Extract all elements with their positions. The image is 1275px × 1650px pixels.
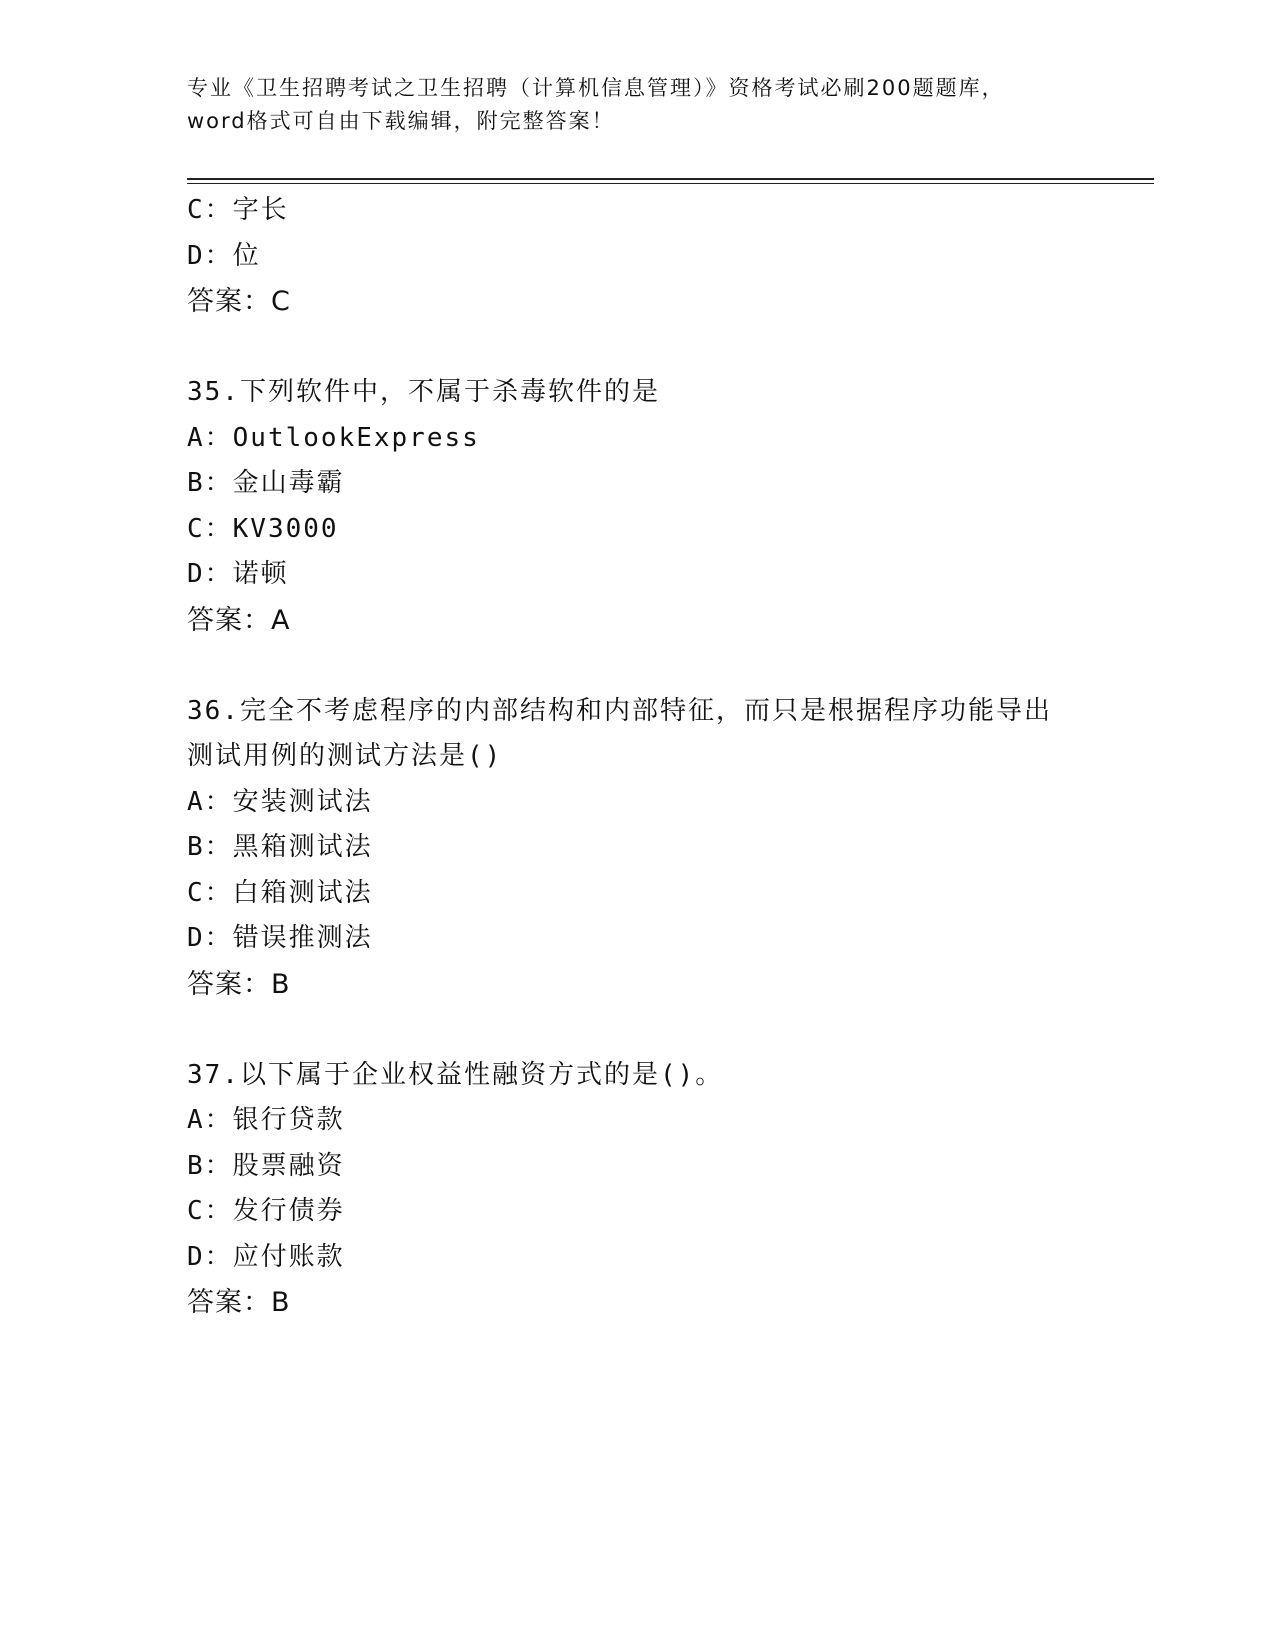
option-d: D：诺顿 — [187, 559, 289, 589]
header-divider-thin — [187, 183, 1154, 184]
question-stem: 37.以下属于企业权益性融资方式的是()。 — [187, 1059, 724, 1090]
question-stem: 36.完全不考虑程序的内部结构和内部特征，而只是根据程序功能导出 — [187, 695, 1052, 726]
option-d: D：应付账款 — [187, 1241, 345, 1272]
option-c: C：发行债券 — [187, 1196, 345, 1226]
header-divider-thick — [187, 178, 1154, 180]
answer-label: 答案：B — [187, 968, 291, 1000]
option-a: A：OutlookExpress — [187, 422, 480, 453]
spacer — [187, 1007, 1087, 1053]
header-title-line-1: 专业《卫生招聘考试之卫生招聘（计算机信息管理）》资格考试必刷200题题库， — [187, 76, 1005, 100]
spacer — [187, 643, 1087, 689]
option-a: A：银行贷款 — [187, 1105, 345, 1135]
header-title-line-2: word格式可自由下载编辑，附完整答案！ — [187, 109, 615, 133]
option-a: A：安装测试法 — [187, 786, 373, 817]
option-c: C：字长 — [187, 195, 289, 225]
question-stem: 35.下列软件中，不属于杀毒软件的是 — [187, 377, 660, 407]
option-d: D：位 — [187, 240, 261, 271]
answer-label: 答案：C — [187, 286, 291, 317]
option-c: C：KV3000 — [187, 513, 339, 544]
question-list — [187, 188, 1087, 1326]
question-block-36 — [187, 689, 1087, 1008]
option-b: B：金山毒霸 — [187, 468, 345, 498]
question-stem-continued: 测试用例的测试方法是() — [187, 741, 503, 771]
question-block-partial — [187, 188, 1087, 325]
question-block-35 — [187, 370, 1087, 643]
option-c: C：白箱测试法 — [187, 877, 373, 908]
answer-label: 答案：A — [187, 604, 291, 636]
answer-label: 答案：B — [187, 1287, 291, 1318]
question-block-37 — [187, 1053, 1087, 1326]
option-d: D：错误推测法 — [187, 923, 373, 953]
option-b: B：黑箱测试法 — [187, 832, 373, 862]
spacer — [187, 325, 1087, 371]
page-header — [187, 72, 1087, 138]
option-b: B：股票融资 — [187, 1150, 345, 1181]
